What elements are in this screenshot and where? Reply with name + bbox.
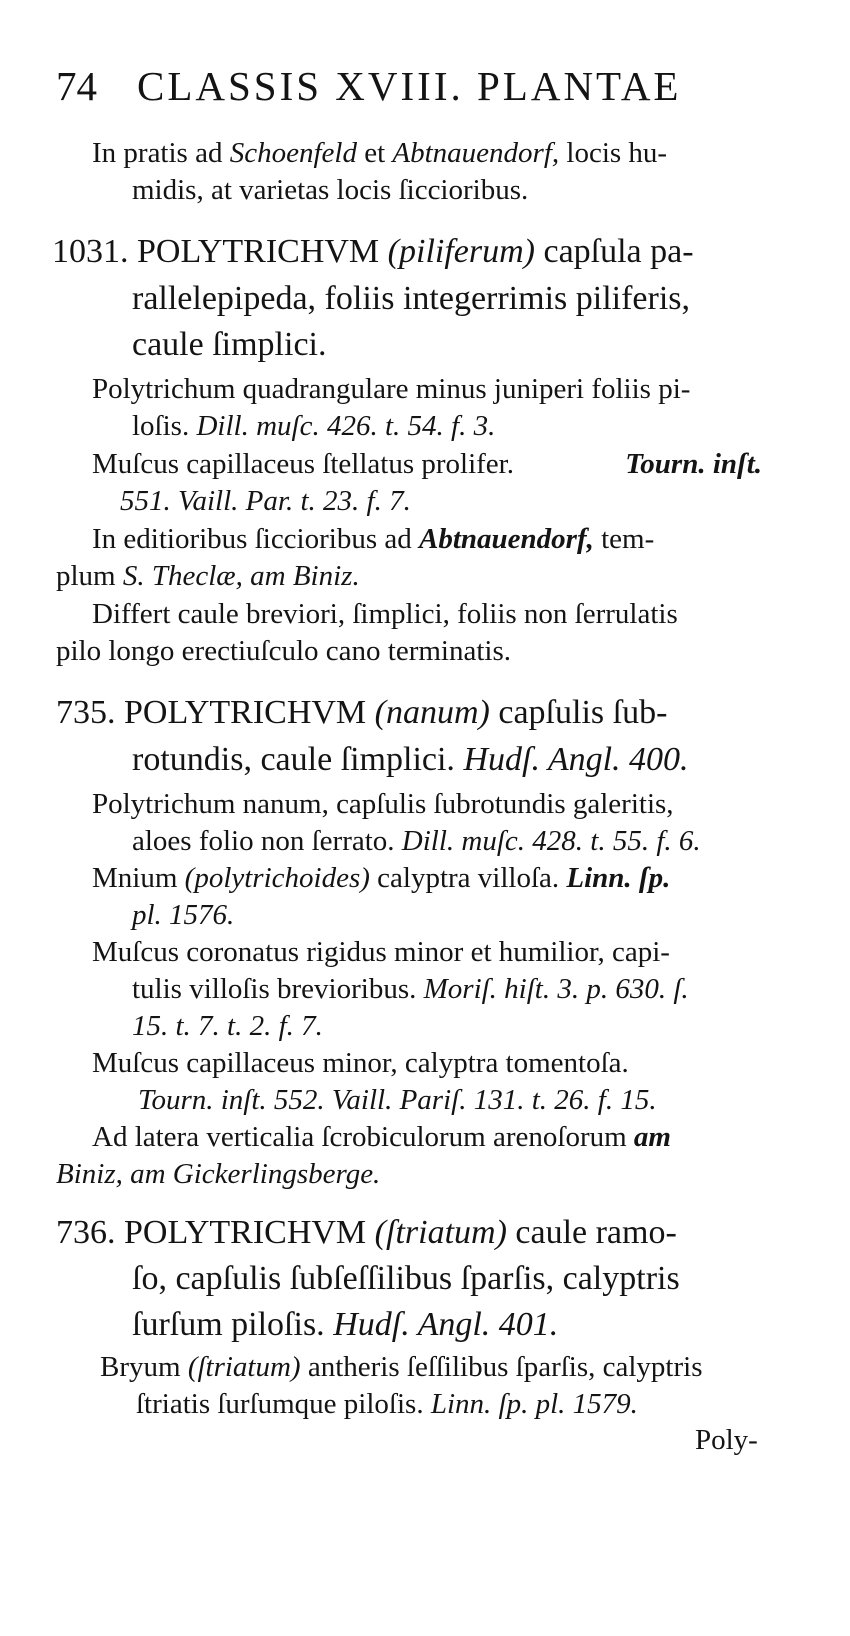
page-number: 74	[56, 63, 97, 109]
synonym-line: Muſcus capillaceus minor, calyptra tomentoſa.	[92, 1047, 629, 1079]
synonym-line: Muſcus capillaceus ſtellatus prolifer. Tourn. inſt.	[92, 448, 762, 480]
species-diagnosis-line: rotundis, caule ſimplici. Hudſ. Angl. 400.	[132, 741, 689, 778]
note-line: pilo longo erectiuſculo cano terminatis.	[56, 635, 512, 667]
entry-number: 736.	[56, 1214, 116, 1251]
species-heading-736: 736. POLYTRICHVM (ſtriatum) caule ramo-	[56, 1214, 677, 1251]
synonym-line: aloes folio non ſerrato. Dill. muſc. 428. t. 55. f. 6.	[132, 825, 701, 857]
synonym-line: Muſcus coronatus rigidus minor et humilior, capi-	[92, 936, 670, 968]
synonym-line: ſtriatis ſurſumque piloſis. Linn. ſp. pl. 1579.	[136, 1388, 638, 1420]
text-line: In pratis ad Schoenfeld et Abtnauendorf, locis hu-	[92, 137, 668, 169]
text-line: midis, at varietas locis ſiccioribus.	[132, 174, 529, 206]
species-heading-735: 735. POLYTRICHVM (nanum) capſulis ſub-	[56, 694, 668, 731]
species-diagnosis-line: ſo, capſulis ſubſeſſilibus ſparſis, calyptris	[132, 1260, 680, 1297]
synonym-line: Polytrichum nanum, capſulis ſubrotundis galeritis,	[92, 788, 674, 820]
synonym-line: 551. Vaill. Par. t. 23. f. 7.	[120, 485, 411, 517]
catchword: Poly-	[695, 1424, 758, 1456]
habitat-line: plum S. Theclæ, am Biniz.	[56, 560, 360, 592]
synonym-line: pl. 1576.	[132, 899, 235, 931]
synonym-line: Mnium (polytrichoides) calyptra villoſa. Linn. ſp.	[92, 862, 671, 894]
habitat-line: In editioribus ſiccioribus ad Abtnauendorf, tem-	[92, 523, 655, 555]
species-heading-1031: 1031. POLYTRICHVM (piliferum) capſula pa-	[52, 233, 694, 270]
note-line: Differt caule breviori, ſimplici, foliis non ſerrulatis	[92, 598, 678, 630]
species-diagnosis-line: ſurſum piloſis. Hudſ. Angl. 401.	[132, 1306, 559, 1343]
synonym-line: Bryum (ſtriatum) antheris ſeſſilibus ſparſis, calyptris	[100, 1351, 703, 1383]
entry-number: 735.	[56, 694, 116, 731]
synonym-line: tulis villoſis brevioribus. Moriſ. hiſt. 3. p. 630. ſ.	[132, 973, 689, 1005]
species-diagnosis-line: caule ſimplici.	[132, 326, 327, 363]
habitat-line: Biniz, am Gickerlingsberge.	[56, 1158, 381, 1190]
synonym-line: loſis. Dill. muſc. 426. t. 54. f. 3.	[132, 410, 496, 442]
page-header-title: CLASSIS XVIII. PLANTAE	[137, 63, 682, 109]
entry-number: 1031.	[52, 233, 129, 270]
species-diagnosis-line: rallelepipeda, foliis integerrimis piliferis,	[132, 280, 690, 317]
running-head	[56, 63, 682, 109]
synonym-line: Tourn. inſt. 552. Vaill. Pariſ. 131. t. 26. f. 15.	[138, 1084, 657, 1116]
synonym-line: 15. t. 7. t. 2. f. 7.	[132, 1010, 323, 1042]
synonym-line: Polytrichum quadrangulare minus juniperi foliis pi-	[92, 373, 691, 405]
habitat-line: Ad latera verticalia ſcrobiculorum arenoſorum am	[92, 1121, 671, 1153]
